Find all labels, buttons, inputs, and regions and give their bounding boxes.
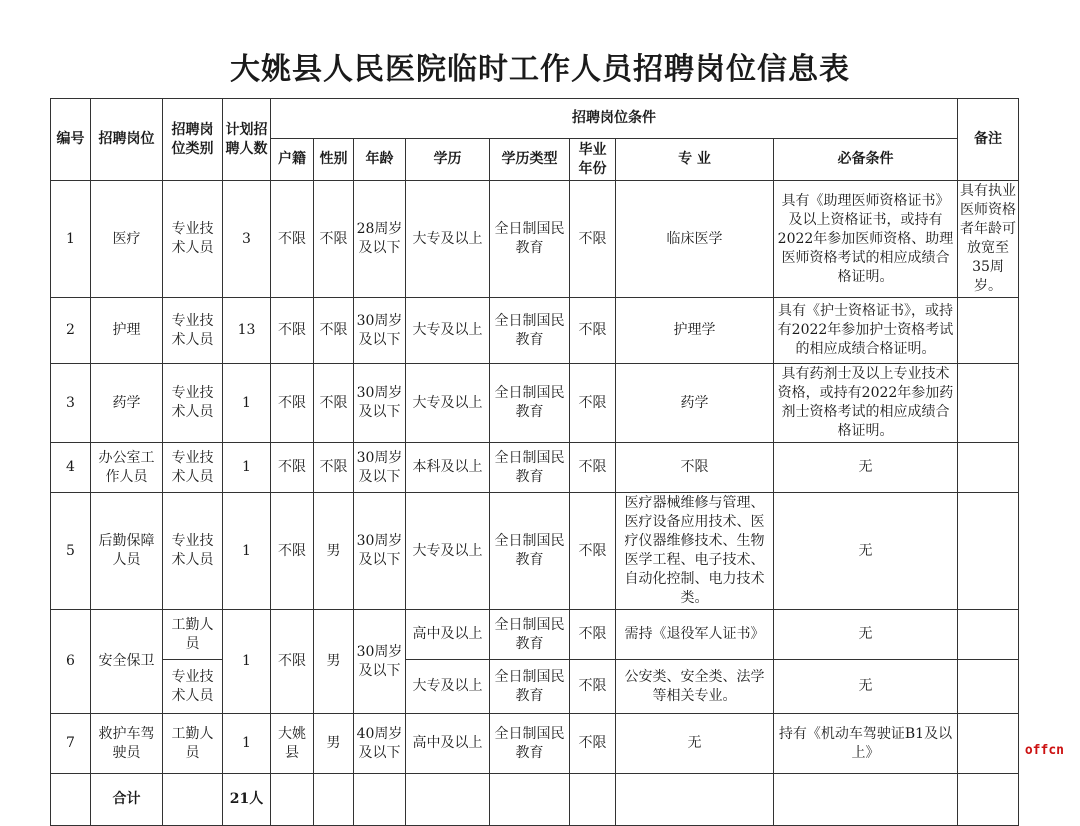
table-row (51, 493, 1019, 610)
table-row (51, 610, 1019, 660)
header-gender: 性别 (314, 139, 354, 181)
cell-edu-type: 全日制国民教育 (490, 714, 570, 774)
header-required: 必备条件 (774, 139, 958, 181)
cell-edu-type: 全日制国民教育 (490, 610, 570, 660)
cell-empty (616, 774, 774, 826)
cell-age: 30周岁及以下 (354, 610, 406, 714)
cell-no: 6 (51, 610, 91, 714)
table-row (51, 714, 1019, 774)
header-huji: 户籍 (271, 139, 314, 181)
header-grad-year: 毕业年份 (570, 139, 616, 181)
cell-no: 3 (51, 364, 91, 443)
cell-major: 护理学 (616, 298, 774, 364)
cell-plan: 3 (223, 181, 271, 298)
cell-edu: 高中及以上 (406, 714, 490, 774)
cell-edu-type: 全日制国民教育 (490, 181, 570, 298)
cell-remark (958, 364, 1019, 443)
cell-major: 医疗器械维修与管理、医疗设备应用技术、医疗仪器维修技术、生物医学工程、电子技术、自动化控制、电力技术类。 (616, 493, 774, 610)
table-row (51, 298, 1019, 364)
cell-required: 具有药剂士及以上专业技术资格，或持有2022年参加药剂士资格考试的相应成绩合格证明。 (774, 364, 958, 443)
cell-age: 40周岁及以下 (354, 714, 406, 774)
cell-required: 无 (774, 610, 958, 660)
cell-post: 办公室工作人员 (91, 443, 163, 493)
cell-major: 临床医学 (616, 181, 774, 298)
cell-empty (354, 774, 406, 826)
cell-remark (958, 298, 1019, 364)
cell-empty (490, 774, 570, 826)
cell-gender: 不限 (314, 181, 354, 298)
cell-major: 公安类、安全类、法学等相关专业。 (616, 660, 774, 714)
header-conditions: 招聘岗位条件 (271, 99, 958, 139)
cell-type: 专业技术人员 (163, 298, 223, 364)
cell-empty (406, 774, 490, 826)
cell-empty (570, 774, 616, 826)
cell-age: 30周岁及以下 (354, 364, 406, 443)
cell-year: 不限 (570, 493, 616, 610)
cell-gender: 不限 (314, 443, 354, 493)
cell-edu: 大专及以上 (406, 181, 490, 298)
cell-remark (958, 660, 1019, 714)
header-education: 学历 (406, 139, 490, 181)
cell-gender: 男 (314, 610, 354, 714)
cell-plan: 1 (223, 610, 271, 714)
cell-major: 需持《退役军人证书》 (616, 610, 774, 660)
cell-no: 4 (51, 443, 91, 493)
cell-required: 无 (774, 493, 958, 610)
cell-empty (314, 774, 354, 826)
header-post-type: 招聘岗位类别 (163, 99, 223, 181)
cell-huji: 不限 (271, 443, 314, 493)
cell-type: 专业技术人员 (163, 181, 223, 298)
total-value: 21人 (223, 774, 271, 826)
header-row-1 (51, 99, 1019, 139)
cell-year: 不限 (570, 714, 616, 774)
cell-huji: 不限 (271, 493, 314, 610)
cell-edu: 大专及以上 (406, 660, 490, 714)
watermark-logo: offcn (1024, 743, 1064, 758)
cell-post: 护理 (91, 298, 163, 364)
cell-gender: 男 (314, 714, 354, 774)
cell-huji: 不限 (271, 610, 314, 714)
cell-edu-type: 全日制国民教育 (490, 493, 570, 610)
header-no: 编号 (51, 99, 91, 181)
cell-edu: 大专及以上 (406, 364, 490, 443)
cell-year: 不限 (570, 364, 616, 443)
cell-empty (958, 774, 1019, 826)
cell-edu-type: 全日制国民教育 (490, 660, 570, 714)
cell-no: 7 (51, 714, 91, 774)
header-plan: 计划招聘人数 (223, 99, 271, 181)
cell-age: 30周岁及以下 (354, 298, 406, 364)
cell-empty (774, 774, 958, 826)
cell-no: 5 (51, 493, 91, 610)
cell-type: 工勤人员 (163, 610, 223, 660)
cell-post: 安全保卫 (91, 610, 163, 714)
cell-post: 医疗 (91, 181, 163, 298)
cell-type: 专业技术人员 (163, 660, 223, 714)
table-row (51, 660, 1019, 714)
cell-edu: 高中及以上 (406, 610, 490, 660)
cell-empty (51, 774, 91, 826)
cell-type: 专业技术人员 (163, 493, 223, 610)
cell-type: 专业技术人员 (163, 364, 223, 443)
cell-age: 30周岁及以下 (354, 493, 406, 610)
cell-year: 不限 (570, 660, 616, 714)
cell-plan: 1 (223, 714, 271, 774)
cell-post: 救护车驾驶员 (91, 714, 163, 774)
cell-year: 不限 (570, 610, 616, 660)
cell-plan: 1 (223, 443, 271, 493)
cell-year: 不限 (570, 443, 616, 493)
cell-type: 工勤人员 (163, 714, 223, 774)
cell-edu: 大专及以上 (406, 298, 490, 364)
table-row (51, 181, 1019, 298)
cell-post: 后勤保障人员 (91, 493, 163, 610)
table-row (51, 364, 1019, 443)
cell-required: 具有《护士资格证书》，或持有2022年参加护士资格考试的相应成绩合格证明。 (774, 298, 958, 364)
cell-plan: 13 (223, 298, 271, 364)
cell-empty (163, 774, 223, 826)
cell-major: 不限 (616, 443, 774, 493)
cell-remark: 具有执业医师资格者年龄可放宽至35周岁。 (958, 181, 1019, 298)
cell-edu-type: 全日制国民教育 (490, 364, 570, 443)
cell-edu-type: 全日制国民教育 (490, 298, 570, 364)
cell-gender: 不限 (314, 298, 354, 364)
cell-remark (958, 493, 1019, 610)
page-title: 大姚县人民医院临时工作人员招聘岗位信息表 (230, 52, 850, 87)
cell-gender: 不限 (314, 364, 354, 443)
cell-huji: 不限 (271, 364, 314, 443)
cell-gender: 男 (314, 493, 354, 610)
cell-required: 无 (774, 660, 958, 714)
cell-year: 不限 (570, 181, 616, 298)
header-age: 年龄 (354, 139, 406, 181)
cell-required: 持有《机动车驾驶证B1及以上》 (774, 714, 958, 774)
cell-plan: 1 (223, 364, 271, 443)
header-remark: 备注 (958, 99, 1019, 181)
cell-edu-type: 全日制国民教育 (490, 443, 570, 493)
cell-type: 专业技术人员 (163, 443, 223, 493)
cell-empty (271, 774, 314, 826)
cell-edu: 本科及以上 (406, 443, 490, 493)
cell-required: 无 (774, 443, 958, 493)
cell-major: 药学 (616, 364, 774, 443)
cell-remark (958, 714, 1019, 774)
cell-required: 具有《助理医师资格证书》及以上资格证书，或持有2022年参加医师资格、助理医师资格考试的相应成绩合格证明。 (774, 181, 958, 298)
cell-remark (958, 610, 1019, 660)
cell-huji: 大姚县 (271, 714, 314, 774)
cell-age: 28周岁及以下 (354, 181, 406, 298)
cell-huji: 不限 (271, 181, 314, 298)
cell-huji: 不限 (271, 298, 314, 364)
cell-no: 1 (51, 181, 91, 298)
cell-no: 2 (51, 298, 91, 364)
cell-remark (958, 443, 1019, 493)
recruitment-table (50, 98, 1019, 826)
header-post: 招聘岗位 (91, 99, 163, 181)
cell-plan: 1 (223, 493, 271, 610)
header-edu-type: 学历类型 (490, 139, 570, 181)
table-row (51, 443, 1019, 493)
total-row (51, 774, 1019, 826)
cell-major: 无 (616, 714, 774, 774)
total-label: 合计 (91, 774, 163, 826)
cell-year: 不限 (570, 298, 616, 364)
cell-edu: 大专及以上 (406, 493, 490, 610)
cell-post: 药学 (91, 364, 163, 443)
header-major: 专 业 (616, 139, 774, 181)
cell-age: 30周岁及以下 (354, 443, 406, 493)
